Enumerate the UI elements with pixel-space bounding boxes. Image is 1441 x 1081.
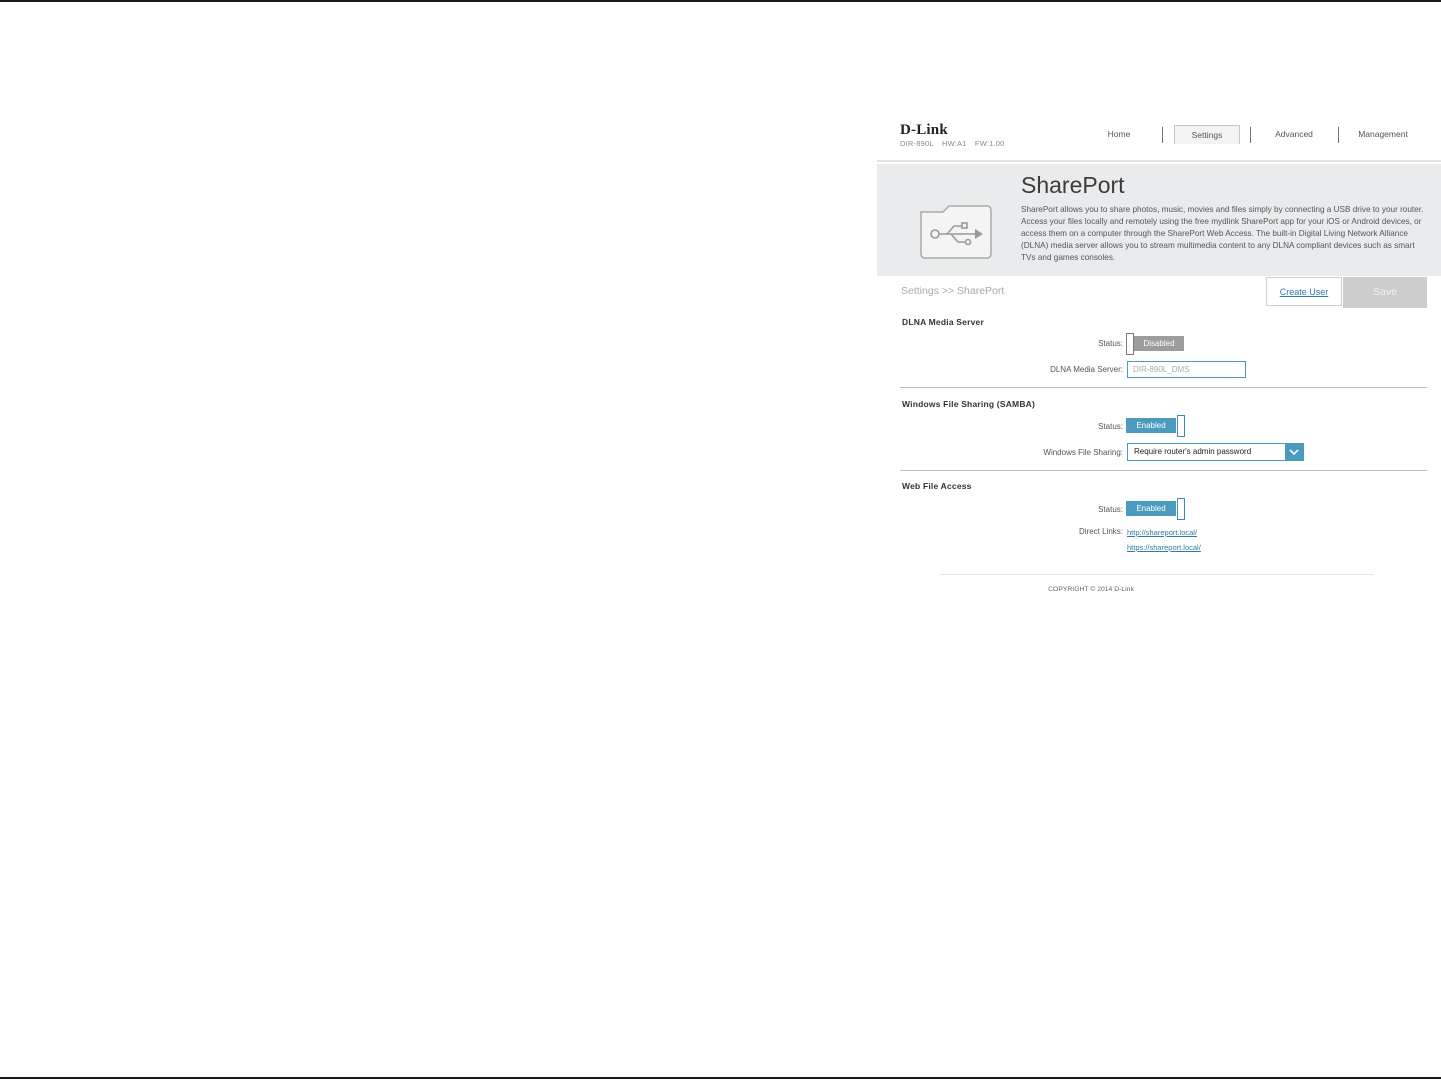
section-title-dlna: DLNA Media Server <box>902 317 984 327</box>
dlna-status-toggle[interactable] <box>1126 333 1185 355</box>
nav-settings[interactable]: Settings <box>1174 125 1240 144</box>
direct-links-label: Direct Links: <box>1078 527 1123 536</box>
nav-home[interactable]: Home <box>1107 129 1131 139</box>
router-settings-screenshot <box>877 110 1441 605</box>
dlna-status-label: Status: <box>1098 339 1123 348</box>
shareport-banner <box>877 164 1441 276</box>
toggle-knob <box>1126 333 1134 355</box>
section-title-samba: Windows File Sharing (SAMBA) <box>902 399 1036 409</box>
brand <box>900 122 1011 148</box>
nav-separator <box>1162 127 1163 143</box>
device-info <box>900 139 1011 148</box>
direct-link-http[interactable]: http://shareport.local/ <box>1127 528 1198 537</box>
create-user-button[interactable]: Create User <box>1266 277 1342 306</box>
samba-status-toggle[interactable] <box>1126 415 1185 437</box>
copyright: COPYRIGHT © 2014 D-Link <box>1048 586 1134 593</box>
toggle-knob <box>1177 498 1185 520</box>
section-title-web-access: Web File Access <box>902 481 972 491</box>
chevron-down-icon[interactable] <box>1285 444 1303 460</box>
nav-management[interactable]: Management <box>1358 129 1408 139</box>
nav-advanced[interactable]: Advanced <box>1275 129 1313 139</box>
dlna-server-label: DLNA Media Server: <box>1050 365 1123 374</box>
samba-sharing-label: Windows File Sharing: <box>1043 448 1123 457</box>
nav-separator <box>1250 127 1251 143</box>
model-number: DIR-890L <box>900 139 934 148</box>
usb-folder-icon <box>917 200 995 262</box>
dlink-logo: D-Link <box>900 122 948 138</box>
firmware-version: FW:1.00 <box>974 139 1005 148</box>
section-divider <box>900 387 1427 388</box>
page-title: SharePort <box>1021 172 1125 198</box>
dlna-server-name-input[interactable] <box>1127 361 1246 378</box>
web-access-status-toggle[interactable] <box>1126 498 1185 520</box>
windows-file-sharing-select[interactable] <box>1127 443 1304 461</box>
toggle-knob <box>1177 415 1185 437</box>
page-top-rule <box>0 0 1441 2</box>
save-button[interactable]: Save <box>1343 277 1427 308</box>
toggle-state: Enabled <box>1126 418 1176 433</box>
toggle-state: Enabled <box>1126 501 1176 516</box>
footer-divider <box>940 574 1374 575</box>
page-description: SharePort allows you to share photos, music, movies and files simply by connecting a USB drive to your router. Access your files locally and remotely using the free mydlink SharePort app for your iOS or Android devices, or access them on a computer through the SharePort Web Access. The built-in Digital Living Network Alliance (DLNA) media server allows you to stream multimedia content to any DLNA compliant devices such as smart TVs and games consoles. <box>1021 205 1424 262</box>
web-access-status-label: Status: <box>1098 505 1123 514</box>
header-divider <box>877 160 1441 162</box>
select-value: Require router's admin password <box>1134 447 1252 456</box>
nav-separator <box>1338 127 1339 143</box>
direct-link-https[interactable]: https://shareport.local/ <box>1127 543 1201 552</box>
breadcrumb: Settings >> SharePort <box>901 285 1005 297</box>
hardware-version: HW:A1 <box>942 139 967 148</box>
toggle-state: Disabled <box>1134 336 1184 351</box>
section-divider <box>900 470 1427 471</box>
page-bottom-rule <box>0 1077 1441 1079</box>
samba-status-label: Status: <box>1098 422 1123 431</box>
